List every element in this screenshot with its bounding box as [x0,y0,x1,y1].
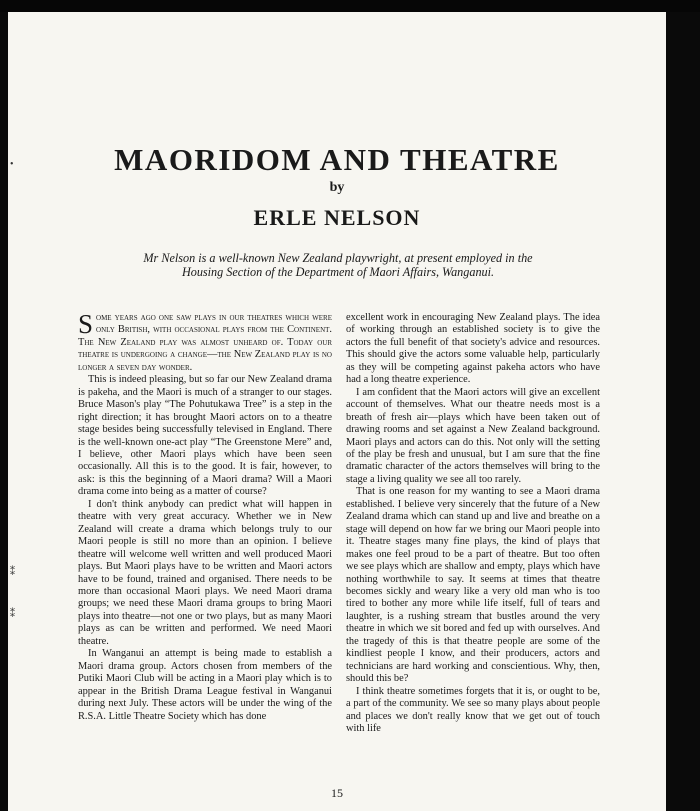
paragraph: I don't think anybody can predict what will happen in theatre with very great accuracy. Whether we in New Zealand will create a drama which belongs truly to our Maori people is still no more than an opinion. I believe theatre will welcome well written and well produced Maori plays. But Maori plays have to be written and Maori actors have to be found, trained and organised. There needs to be more than occasional Maori plays. We need Maori drama groups; we need these Maori drama groups to bring Maori plays into theatre—not one or two plays, but as many Maori plays as can be written and performed. We need Maori theatre. [78,498,332,647]
body-column-right [346,312,600,735]
author-name: ERLE NELSON [253,205,421,230]
paragraph-text: ome years ago one saw plays in our theatres which were only British, with occasional plays from the Continent. The New Zealand play was almost unheard of. Today our theatre is undergoing a change—the New Zealand play is no longer a seven day wonder. [78,312,332,373]
paragraph: I am confident that the Maori actors will give an excellent account of themselves. What our theatre needs most is a breath of fresh air—plays which have been taken out of drawing rooms and set against a New Zealand background. Maori plays and actors can do this. Not only will the setting of the play be fresh and unusual, but I am sure that the fine dramatic character of the actors themselves will bring to the stage a living quality we see all too rarely. [346,386,600,485]
article-title: MAORIDOM AND THEATRE [114,142,560,177]
paragraph: This is indeed pleasing, but so far our New Zealand drama is pakeha, and the Maori is much of a stranger to our stages. Bruce Mason's play “The Pohutukawa Tree” is a step in the right direction; it has brought Maori actors on to a theatre stage besides being successfully televised in England. There is the well-known one-act play “The Greenstone Mere” and, I believe, other Maori plays which have been seen occasionally. All this is to the good. It is fair, however, to ask: is this the beginning of a Maori drama? Will a Maori drama come into being as a matter of course? [78,374,332,498]
drop-cap: S [78,309,94,339]
paragraph: I think theatre sometimes forgets that it is, or ought to be, a part of the community. We see so many plays about people and places we don't really know that we get out of touch with life [346,685,600,734]
body-column-left [78,309,332,723]
paragraph: That is one reason for my wanting to see a Maori drama established. I believe very sincerely that the future of a New Zealand drama which can stand up and live and breathe on a stage will depend on how far we bring our Maori people into it. Theatre stages many fine plays, the kind of plays that makes one feel proud to be a part of theatre. But too often we see plays which are shallow and empty, plays which have nothing worthwhile to say. It seems at times that theatre becomes sickly and weary like a very old man who is too tired to bother any more while life itself, full of tears and laughter, is a rushing stream that bustles around the very theatre in which we sit bored and fed up with ourselves. And the tragedy of this is that theatre people are some of the kindliest people I know, and their producers, actors and technicians are hard working and conscientious. Why, then, should this be? [346,486,600,685]
magazine-page [8,12,666,811]
byline: by [329,180,345,195]
paragraph: In Wanganui an attempt is being made to establish a Maori drama group. Actors chosen from members of the Putiki Maori Club will be acting in a Maori play which is to appear in the British Drama League festival in Wanganui during next July. These actors will be under the wing of the R.S.A. Little Theatre Society which has done [78,648,332,722]
binding-mark: • [10,159,14,170]
paragraph [78,309,332,374]
scan-border [0,0,700,12]
paragraph: excellent work in encouraging New Zealand plays. The idea of working through an established society is to give the actors the full benefit of that society's advice and resources. This should give the actors some valuable help, particularly as they will be competing against pakeha actors who have had a long theatre experience. [346,312,600,386]
binding-mark: ⁑ [10,609,15,620]
author-intro: Mr Nelson is a well-known New Zealand playwright, at present employed in the Housing Section of the Department of Maori Affairs, Wanganui. [143,251,533,279]
binding-mark: ⁑ [10,567,15,578]
page-number: 15 [331,786,343,800]
